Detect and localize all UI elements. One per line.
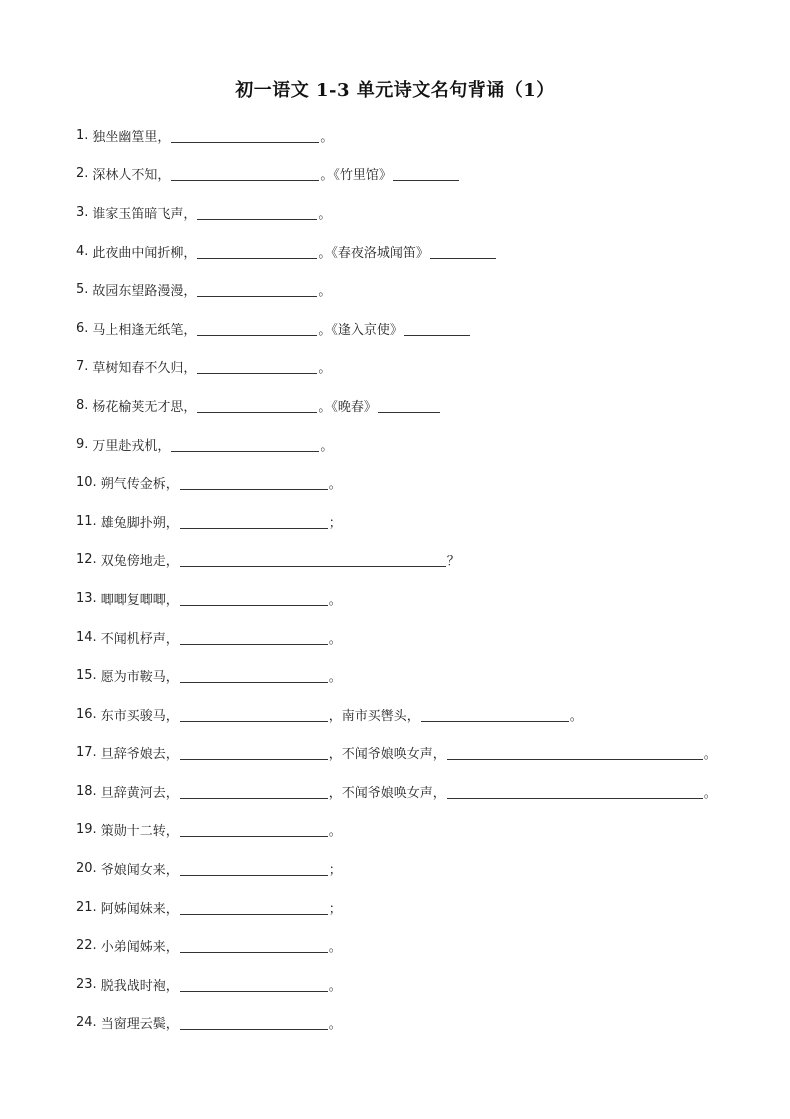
question-text: ；	[328, 515, 342, 531]
answer-blank[interactable]	[180, 938, 328, 953]
question-text: 。	[328, 1017, 342, 1033]
answer-blank[interactable]	[180, 900, 328, 915]
question-number: 22.	[76, 938, 97, 954]
question-text: 此夜曲中闻折柳，	[92, 245, 197, 261]
question-text: 。《春夜洛城闻笛》	[318, 245, 429, 261]
question-line-3	[76, 193, 776, 232]
question-number: 15.	[76, 668, 97, 684]
question-line-15	[76, 656, 776, 695]
question-text: 草树知春不久归，	[92, 361, 197, 377]
question-text: 策勋十二转，	[100, 824, 179, 840]
question-text: 。	[328, 978, 342, 994]
question-number: 7.	[76, 359, 89, 375]
question-text: 旦辞黄河去，	[100, 785, 179, 801]
question-text: 。	[703, 747, 717, 763]
answer-blank[interactable]	[180, 784, 328, 799]
question-text: 爷娘闻女来，	[100, 863, 179, 879]
answer-blank[interactable]	[197, 359, 317, 374]
question-text: ，不闻爷娘唤女声，	[328, 747, 446, 763]
question-text: 。	[328, 824, 342, 840]
question-text: 。	[318, 361, 332, 377]
answer-blank[interactable]	[180, 591, 328, 606]
question-number: 1.	[76, 127, 89, 143]
question-text: 唧唧复唧唧，	[100, 592, 179, 608]
answer-blank[interactable]	[447, 784, 703, 799]
question-line-1	[76, 116, 776, 155]
question-text: 马上相逢无纸笔，	[92, 322, 197, 338]
question-line-7	[76, 348, 776, 387]
question-text: 故园东望路漫漫，	[92, 284, 197, 300]
question-text: 。	[318, 206, 332, 222]
question-line-4	[76, 232, 776, 271]
question-text: 。《晚春》	[318, 399, 377, 415]
question-text: 愿为市鞍马，	[100, 670, 179, 686]
answer-blank[interactable]	[180, 1015, 328, 1030]
question-number: 5.	[76, 282, 89, 298]
answer-blank[interactable]	[197, 321, 317, 336]
question-text: ；	[328, 863, 342, 879]
question-line-18	[76, 772, 776, 811]
answer-blank[interactable]	[180, 861, 328, 876]
question-line-12	[76, 541, 776, 580]
question-text: 。	[328, 670, 342, 686]
question-text: 当窗理云鬓，	[100, 1017, 179, 1033]
question-number: 8.	[76, 397, 89, 413]
question-number: 21.	[76, 899, 97, 915]
question-text: 双兔傍地走，	[100, 554, 179, 570]
question-number: 6.	[76, 320, 89, 336]
question-text: ，不闻爷娘唤女声，	[328, 785, 446, 801]
question-text: 。	[320, 129, 334, 145]
question-line-23	[76, 965, 776, 1004]
answer-blank[interactable]	[180, 977, 328, 992]
question-text: 雄兔脚扑朔，	[100, 515, 179, 531]
question-line-10	[76, 463, 776, 502]
question-text: ，南市买辔头，	[328, 708, 420, 724]
answer-blank[interactable]	[180, 552, 446, 567]
question-number: 19.	[76, 822, 97, 838]
answer-blank[interactable]	[421, 707, 569, 722]
question-line-2	[76, 155, 776, 194]
question-line-14	[76, 618, 776, 657]
question-text: 朔气传金柝，	[100, 477, 179, 493]
question-number: 18.	[76, 783, 97, 799]
question-text: 。《逢入京使》	[318, 322, 403, 338]
question-line-13	[76, 579, 776, 618]
question-number: 4.	[76, 243, 89, 259]
question-line-22	[76, 926, 776, 965]
question-text: 。	[328, 592, 342, 608]
question-number: 20.	[76, 861, 97, 877]
question-text: 阿姊闻妹来，	[100, 901, 179, 917]
answer-blank[interactable]	[393, 166, 459, 181]
question-text: 谁家玉笛暗飞声，	[92, 206, 197, 222]
question-line-17	[76, 734, 776, 773]
question-text: 。	[328, 477, 342, 493]
question-list	[76, 116, 776, 1042]
answer-blank[interactable]	[171, 128, 319, 143]
question-line-24	[76, 1004, 776, 1043]
question-text: 。	[318, 284, 332, 300]
question-text: 深林人不知，	[92, 168, 171, 184]
answer-blank[interactable]	[180, 630, 328, 645]
question-text: 不闻机杼声，	[100, 631, 179, 647]
answer-blank[interactable]	[197, 205, 317, 220]
answer-blank[interactable]	[197, 398, 317, 413]
question-line-9	[76, 425, 776, 464]
question-number: 9.	[76, 436, 89, 452]
question-text: 杨花榆荚无才思，	[92, 399, 197, 415]
question-text: 。	[328, 940, 342, 956]
question-number: 3.	[76, 204, 89, 220]
question-number: 14.	[76, 629, 97, 645]
question-text: 小弟闻姊来，	[100, 940, 179, 956]
answer-blank[interactable]	[171, 437, 319, 452]
question-number: 12.	[76, 552, 97, 568]
question-line-5	[76, 270, 776, 309]
question-text: 。	[320, 438, 334, 454]
question-number: 24.	[76, 1015, 97, 1031]
question-text: ；	[328, 901, 342, 917]
question-text: 。《竹里馆》	[320, 168, 392, 184]
question-line-11	[76, 502, 776, 541]
answer-blank[interactable]	[197, 244, 317, 259]
question-number: 23.	[76, 976, 97, 992]
question-text: 。	[569, 708, 583, 724]
answer-blank[interactable]	[171, 166, 319, 181]
question-line-8	[76, 386, 776, 425]
answer-blank[interactable]	[404, 321, 470, 336]
question-text: 。	[703, 785, 717, 801]
answer-blank[interactable]	[180, 822, 328, 837]
answer-blank[interactable]	[180, 707, 328, 722]
page-title: 初一语文 1-3 单元诗文名句背诵（1）	[235, 80, 555, 101]
question-number: 16.	[76, 706, 97, 722]
question-line-6	[76, 309, 776, 348]
answer-blank[interactable]	[430, 244, 496, 259]
question-number: 13.	[76, 590, 97, 606]
question-text: 。	[328, 631, 342, 647]
answer-blank[interactable]	[447, 745, 703, 760]
answer-blank[interactable]	[180, 475, 328, 490]
question-text: 独坐幽篁里，	[92, 129, 171, 145]
question-text: ？	[446, 554, 460, 570]
question-line-19	[76, 811, 776, 850]
question-number: 17.	[76, 745, 97, 761]
question-text: 旦辞爷娘去，	[100, 747, 179, 763]
answer-blank[interactable]	[378, 398, 440, 413]
question-number: 11.	[76, 513, 97, 529]
question-line-20	[76, 849, 776, 888]
question-line-21	[76, 888, 776, 927]
question-line-16	[76, 695, 776, 734]
question-text: 东市买骏马，	[100, 708, 179, 724]
question-number: 2.	[76, 166, 89, 182]
answer-blank[interactable]	[180, 668, 328, 683]
question-text: 脱我战时袍，	[100, 978, 179, 994]
answer-blank[interactable]	[180, 514, 328, 529]
question-text: 万里赴戎机，	[92, 438, 171, 454]
answer-blank[interactable]	[197, 282, 317, 297]
answer-blank[interactable]	[180, 745, 328, 760]
question-number: 10.	[76, 475, 97, 491]
